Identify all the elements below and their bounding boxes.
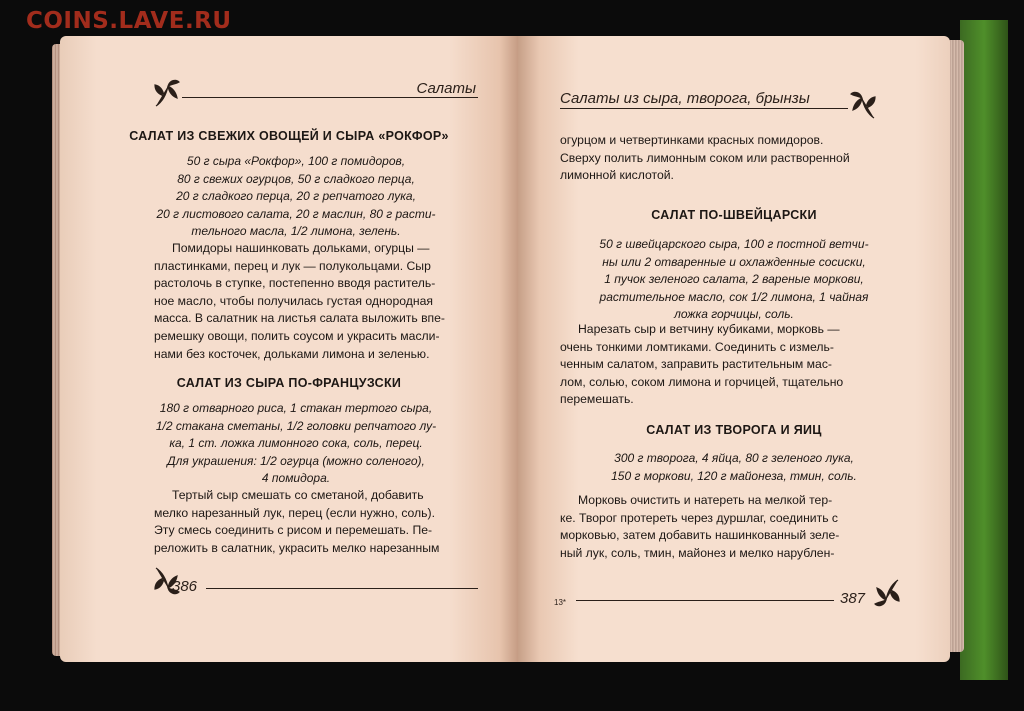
floral-ornament-icon	[868, 576, 902, 610]
ingredients-list: 50 г швейцарского сыра, 100 г постной ветчи- ны или 2 отваренные и охлажденные сосиски, 1 пучок зеленого салата, 2 вареные моркови, растительное масло, сок 1/2 лимона, 1 чайная ложка горчицы, соль.	[599, 237, 869, 321]
footer-rule	[206, 588, 478, 589]
page-number: 387	[840, 590, 866, 607]
recipe-title: САЛАТ ИЗ ТВОРОГА И ЯИЦ	[646, 423, 822, 437]
header-rule	[560, 108, 848, 109]
printer-signature-mark: 13*	[554, 598, 567, 607]
footer-rule	[576, 600, 834, 601]
running-header: Салаты	[416, 80, 476, 97]
recipe-continuation: огурцом и четвертинками красных помидоров. Сверху полить лимонным соком или растворенной лимонной кислотой.	[560, 133, 850, 183]
background-green-edge	[960, 20, 1008, 680]
ingredients-list: 300 г творога, 4 яйца, 80 г зеленого лука, 150 г моркови, 120 г майонеза, тмин, соль.	[611, 451, 857, 483]
page-number: 386	[172, 578, 198, 595]
site-watermark: COINS.LAVE.RU	[26, 8, 232, 34]
floral-ornament-icon	[152, 76, 186, 110]
running-header: Салаты из сыра, творога, брынзы	[560, 90, 810, 107]
recipe-title: САЛАТ ИЗ СВЕЖИХ ОВОЩЕЙ И СЫРА «РОКФОР»	[129, 129, 449, 143]
ingredients-list: 180 г отварного риса, 1 стакан тертого сыра, 1/2 стакана сметаны, 1/2 головки репчатого лу- ка, 1 ст. ложка лимонного сока, соль, перец. Для украшения: 1/2 огурца (можно соленого), 4 помидора.	[155, 401, 437, 485]
recipe-instructions: Помидоры нашинковать дольками, огурцы — пластинками, перец и лук — полукольцами. Сыр растолочь в ступке, постепенно вводя раститель- ное масло, чтобы получилась густая однородная масса. В салатник на листья салата выложить впе- ремешку овощи, полить соусом и украсить масли- нами без косточек, дольками лимона и зеленью.	[154, 241, 445, 361]
recipe-instructions: Нарезать сыр и ветчину кубиками, морковь — очень тонкими ломтиками. Соединить с измель- ченным салатом, заправить растительным мас- лом, солью, соком лимона и горчицей, тщательно перемешать.	[560, 322, 844, 407]
right-page	[518, 36, 950, 662]
ingredients-list: 50 г сыра «Рокфор», 100 г помидоров, 80 г свежих огурцов, 50 г сладкого перца, 20 г сладкого перца, 20 г репчатого лука, 20 г листового салата, 20 г маслин, 80 г расти- тельного масла, 1/2 лимона, зелень.	[156, 154, 436, 238]
recipe-title: САЛАТ ПО-ШВЕЙЦАРСКИ	[651, 208, 817, 222]
recipe-title: САЛАТ ИЗ СЫРА ПО-ФРАНЦУЗСКИ	[176, 376, 402, 390]
left-page	[60, 36, 518, 662]
floral-ornament-icon	[844, 88, 878, 122]
header-rule	[182, 97, 478, 98]
recipe-instructions: Морковь очистить и натереть на мелкой тер- ке. Творог протереть через дуршлаг, соединить с морковью, затем добавить нашинкованный зеле- ный лук, соль, тмин, майонез и мелко нарублен-	[560, 493, 840, 560]
recipe-instructions: Тертый сыр смешать со сметаной, добавить мелко нарезанный лук, перец (если нужно, соль). Эту смесь соединить с рисом и перемешать. Пе- реложить в салатник, украсить мелко нарезанным	[154, 488, 440, 555]
